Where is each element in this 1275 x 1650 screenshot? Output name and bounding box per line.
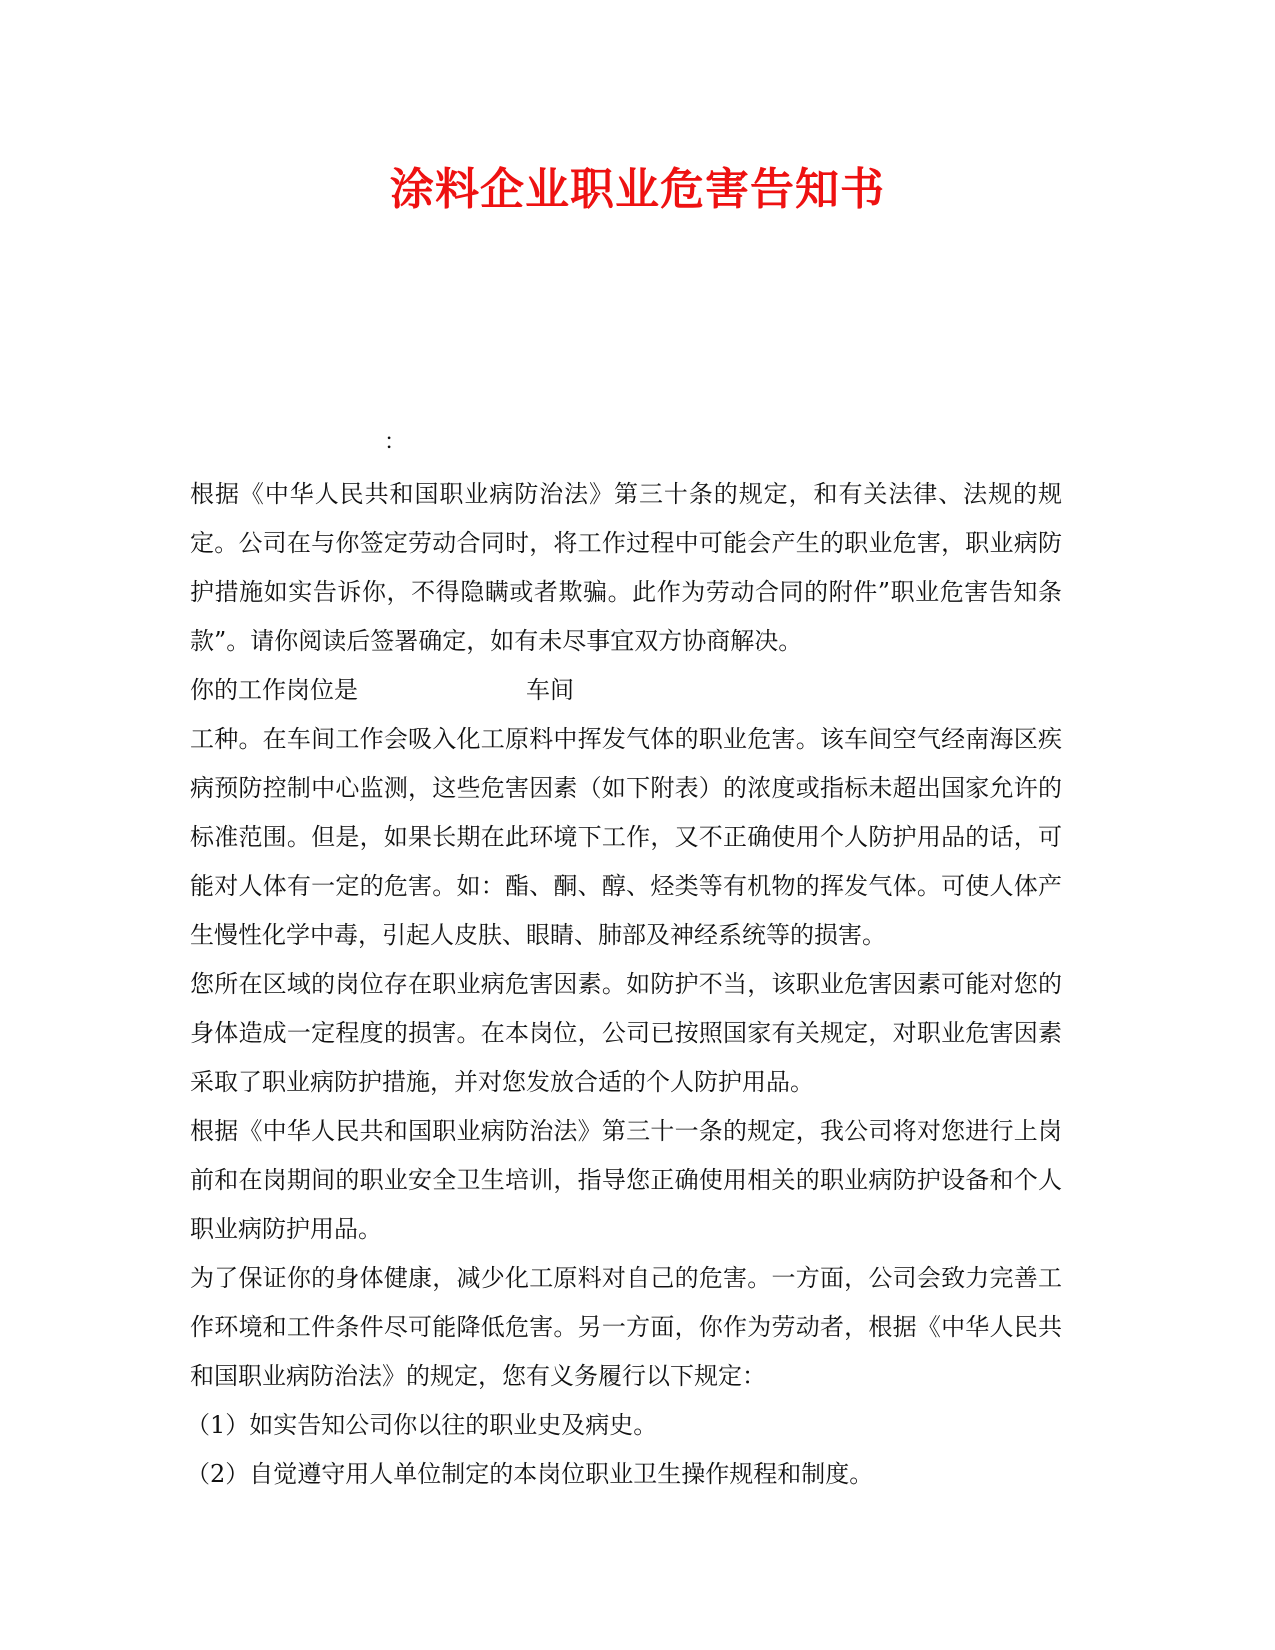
document-title: 涂料企业职业危害告知书: [390, 164, 885, 215]
salutation: ：: [384, 430, 407, 455]
obligation-item-1: （1）如实告知公司你以往的职业史及病史。: [186, 1411, 658, 1439]
paragraph-training: 根据《中华人民共和国职业病防治法》第三十一条的规定，我公司将对您进行上岗前和在岗期间的职业安全卫生培训，指导您正确使用相关的职业病防护设备和个人职业病防护用品。: [190, 1117, 1062, 1243]
job-position-prefix: 你的工作岗位是: [190, 676, 358, 704]
paragraph-hazard-description: 工种。在车间工作会吸入化工原料中挥发气体的职业危害。该车间空气经南海区疾病预防控制中心监测，这些危害因素（如下附表）的浓度或指标未超出国家允许的标准范围。但是，如果长期在此环境下工作，又不正确使用个人防护用品的话，可能对人体有一定的危害。如：酯、酮、醇、烃类等有机物的挥发气体。可使人体产生慢性化学中毒，引起人皮肤、眼睛、肺部及神经系统等的损害。: [190, 725, 1062, 949]
paragraph-obligations: 为了保证你的身体健康，减少化工原料对自己的危害。一方面，公司会致力完善工作环境和工件条件尽可能降低危害。另一方面，你作为劳动者，根据《中华人民共和国职业病防治法》的规定，您有义务履行以下规定：: [190, 1264, 1062, 1390]
paragraph-legal-basis: 根据《中华人民共和国职业病防治法》第三十条的规定，和有关法律、法规的规定。公司在与你签定劳动合同时，将工作过程中可能会产生的职业危害，职业病防护措施如实告诉你，不得隐瞒或者欺骗。此作为劳动合同的附件”职业危害告知条款”。请你阅读后签署确定，如有未尽事宜双方协商解决。: [190, 480, 1062, 655]
job-position-suffix: 车间: [526, 676, 574, 704]
document-body: [186, 470, 1062, 1499]
obligation-item-2: （2）自觉遵守用人单位制定的本岗位职业卫生操作规程和制度。: [186, 1460, 874, 1488]
paragraph-protection-measures: 您所在区域的岗位存在职业病危害因素。如防护不当，该职业危害因素可能对您的身体造成一定程度的损害。在本岗位，公司已按照国家有关规定，对职业危害因素采取了职业病防护措施，并对您发放合适的个人防护用品。: [190, 970, 1062, 1096]
job-position-line: [190, 666, 1062, 715]
